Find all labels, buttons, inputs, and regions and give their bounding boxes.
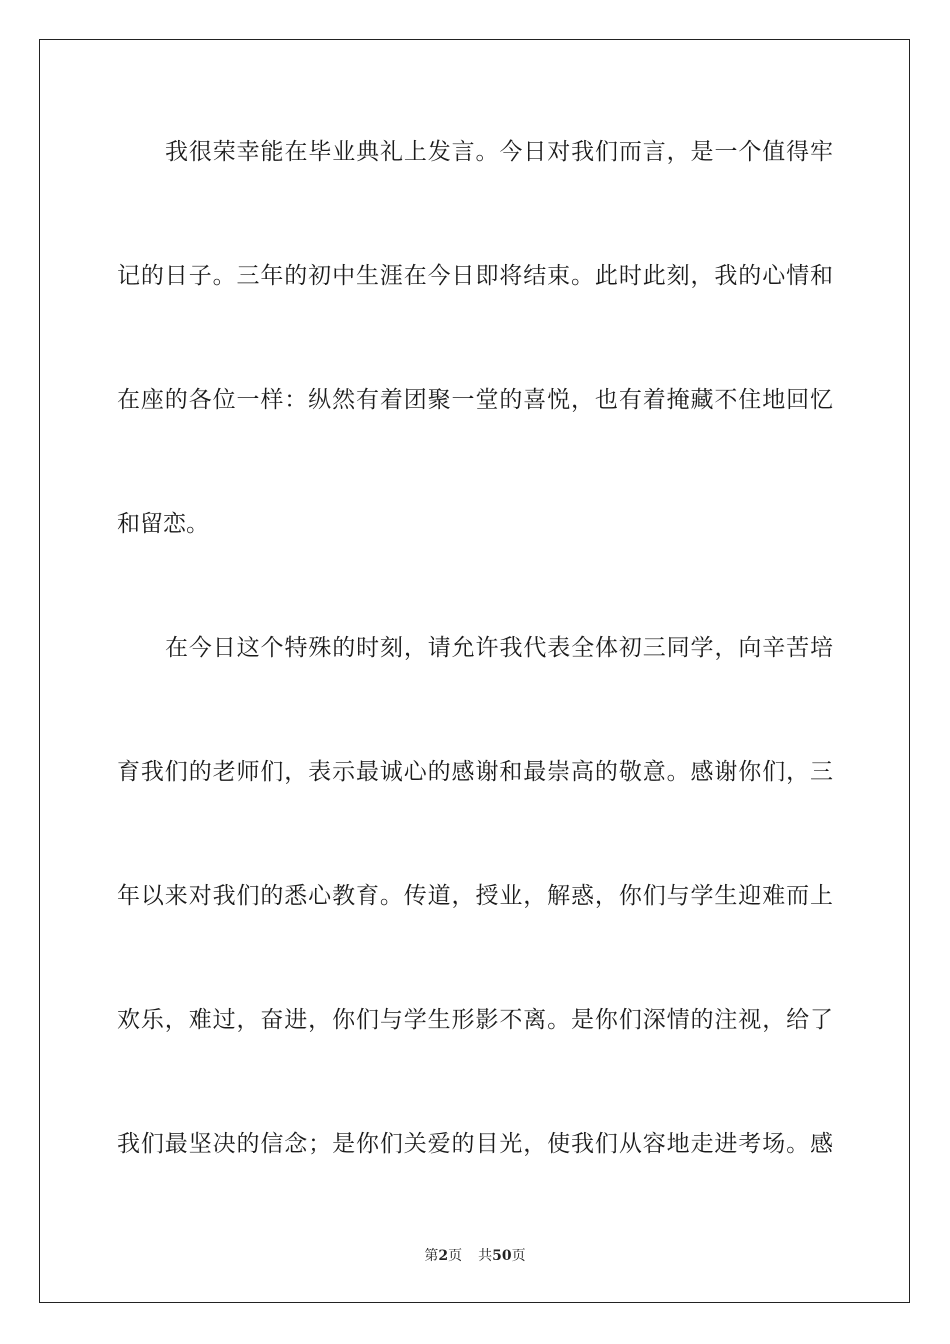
paragraph-1-line-1: 我很荣幸能在毕业典礼上发言。今日对我们而言，是一个值得牢 xyxy=(165,139,833,165)
page-prefix: 第 xyxy=(424,1248,439,1264)
total-prefix: 共 xyxy=(478,1248,493,1264)
page-number: 2 xyxy=(438,1248,449,1264)
paragraph-2-line-4: 欢乐，难过，奋进，你们与学生形影不离。是你们深情的注视，给了 xyxy=(117,1007,833,1033)
total-pages: 50 xyxy=(492,1248,512,1264)
paragraph-1-line-4: 和留恋。 xyxy=(117,511,209,537)
paragraph-1-line-3: 在座的各位一样：纵然有着团聚一堂的喜悦，也有着掩藏不住地回忆 xyxy=(117,387,833,413)
page-footer xyxy=(0,1247,950,1265)
page-border xyxy=(39,39,910,1303)
paragraph-2-line-3: 年以来对我们的悉心教育。传道，授业，解惑，你们与学生迎难而上 xyxy=(117,883,833,909)
paragraph-2-line-2: 育我们的老师们，表示最诚心的感谢和最崇高的敬意。感谢你们，三 xyxy=(117,759,833,785)
total-suffix: 页 xyxy=(511,1248,526,1264)
page-suffix: 页 xyxy=(448,1248,463,1264)
paragraph-1-line-2: 记的日子。三年的初中生涯在今日即将结束。此时此刻，我的心情和 xyxy=(117,263,833,289)
paragraph-2-line-1: 在今日这个特殊的时刻，请允许我代表全体初三同学，向辛苦培 xyxy=(165,635,833,661)
paragraph-2-line-5: 我们最坚决的信念；是你们关爱的目光，使我们从容地走进考场。感 xyxy=(117,1131,833,1157)
